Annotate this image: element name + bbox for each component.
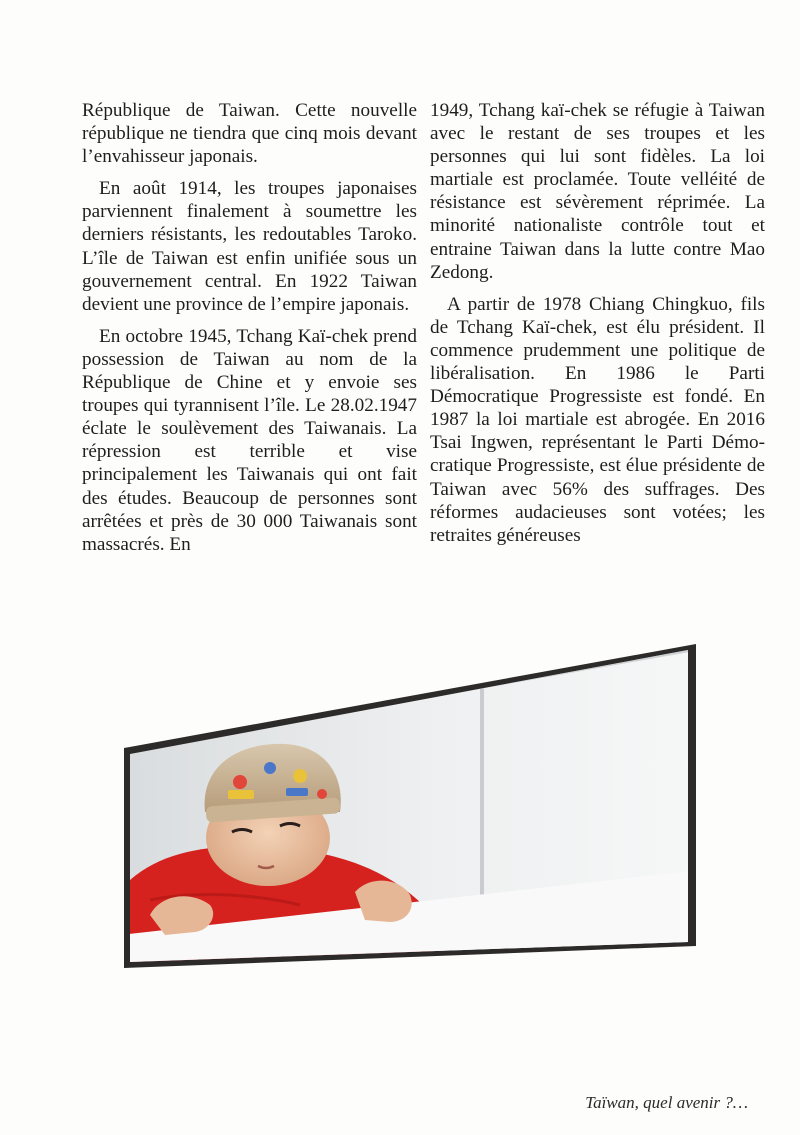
- paragraph-right-1: 1949, Tchang kaï-chek se réfugie à Taiwan avec le restant de ses troupes et les personnes qui lui sont fidèles. La loi martiale est proclamée. Toute velléité de résistance est sévèrement réprimée. La minorité nationaliste contrôle tout et entraine Taiwan dans la lutte contre Mao Zedong.: [430, 100, 765, 283]
- paragraph-left-2: En août 1914, les troupes japonaises parviennent finalement à soumettre les derniers résistants, les redoutables Taroko. L’île de Taiwan est enfin unifiée sous un gouvernement central. En 1922 Taiwan devient une province de l’empire japonais.: [82, 178, 417, 315]
- window-frame: [124, 644, 696, 968]
- left-column: [82, 99, 417, 556]
- running-title: Taïwan, quel avenir ?…: [585, 1093, 748, 1112]
- paragraph-left-3: En octobre 1945, Tchang Kaï-chek prend possession de Taiwan au nom de la République de Chine et y envoie ses troupes qui tyrannisent l’île. Le 28.02.1947 éclate le soulèvement des Taiwanais. La répression est terrible et vise principalement les Taiwanais qui ont fait des études. Beaucoup de personnes sont arrêtées et près de 30 000 Taiwanais sont massacrés. En: [82, 325, 417, 555]
- paragraph-left-1: République de Taiwan. Cette nouvelle république ne tiendra que cinq mois devant l’envahisseur japonais.: [82, 100, 417, 168]
- paragraph-right-2: A partir de 1978 Chiang Chingkuo, fils de Tchang Kaï-chek, est élu président. Il commence prudemment une politique de libéralisation. En 1986 le Parti Démocratique Progressiste est fondé. En 1987 la loi martiale est abrogée. En 2016 Tsai Ingwen, représentant le Parti Démocratique Progressiste, est élue présidente de Taiwan avec 56% des suffrages. Des réformes audacieuses sont votées; les retraites généreuses: [430, 293, 765, 546]
- right-column: [430, 99, 765, 547]
